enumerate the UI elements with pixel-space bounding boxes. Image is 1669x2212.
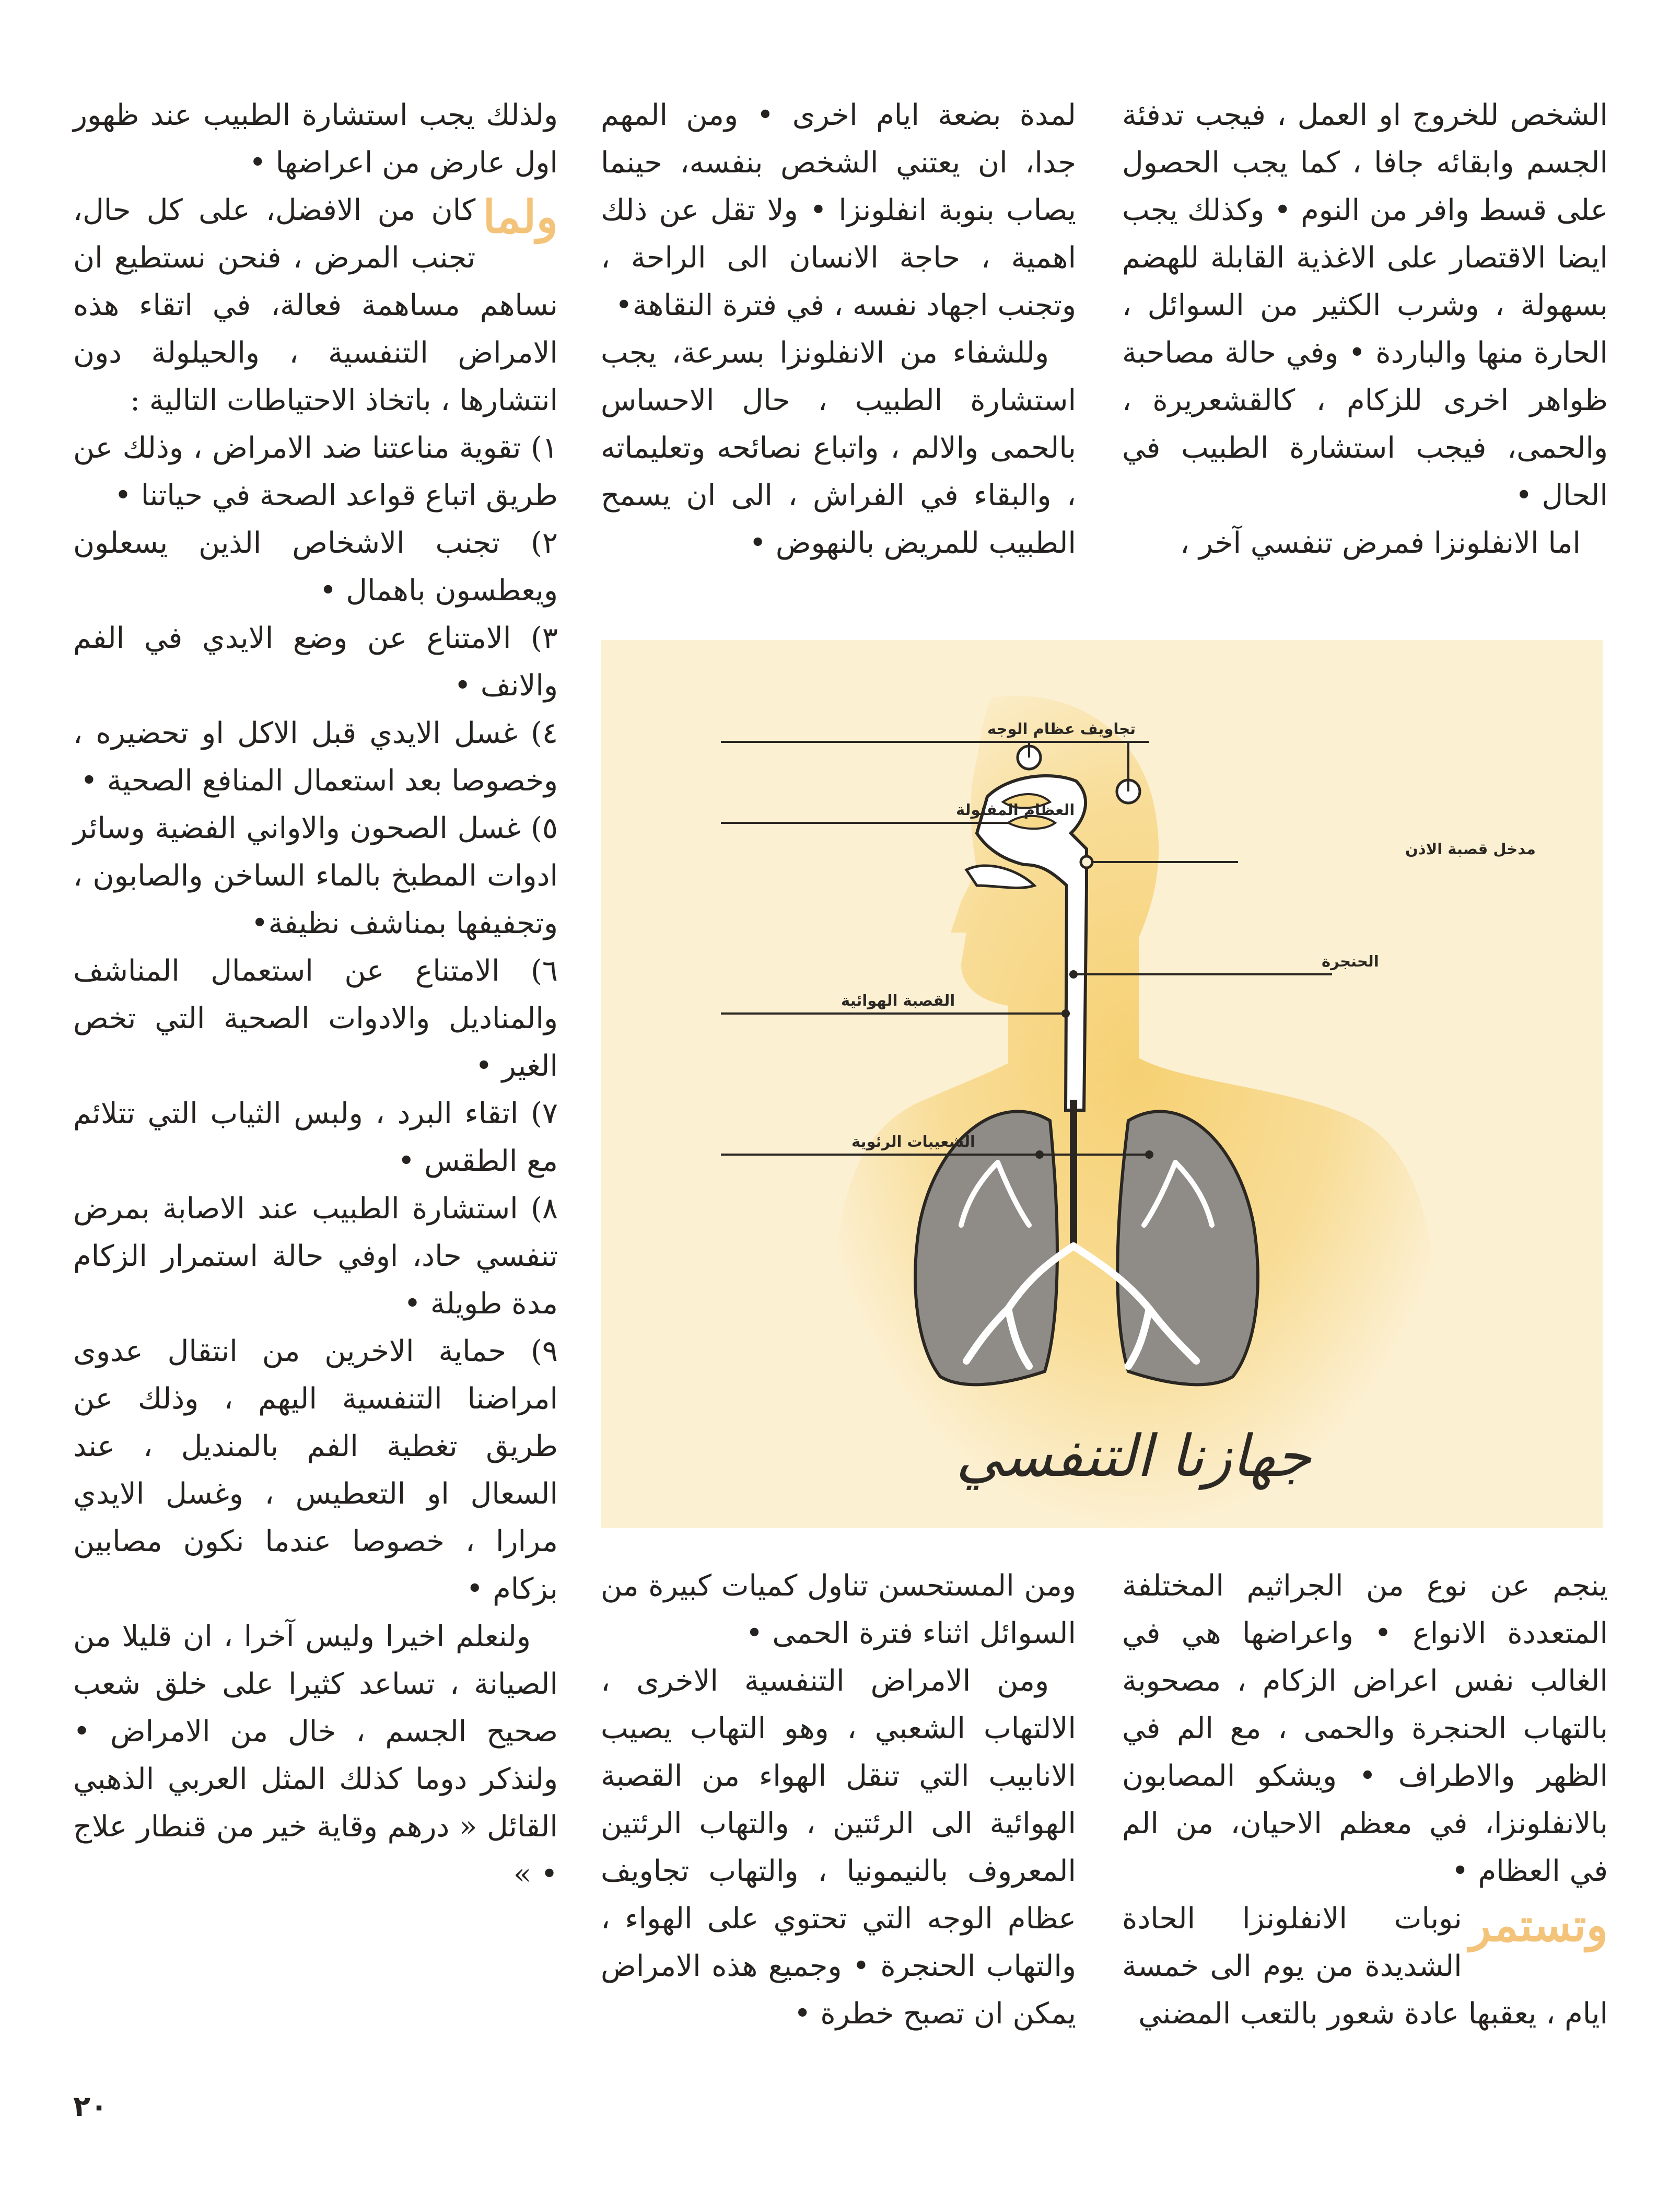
list-item: ١) تقوية مناعتنا ضد الامراض ، وذلك عن طريق اتباع قواعد الصحة في حياتنا • — [73, 431, 558, 513]
dropcap: وتستمر — [1469, 1899, 1608, 1952]
body-silhouette — [836, 696, 1437, 1528]
paragraph: ومن الامراض التنفسية الاخرى ، الالتهاب الشعبي ، وهو التهاب يصيب الانابيب التي تنقل الهواء من القصبة الهوائية الى الرئتين ، والتهاب الرئتين المعروف بالنيمونيا ، والتهاب تجاويف عظام الوجه التي تحتوي على الهواء ، والتهاب الحنجرة • وجميع هذه الامراض يمكن ان تصبح خطرة • — [601, 1664, 1076, 2031]
paragraph-with-dropcap — [1122, 1895, 1608, 2038]
list-item: ٤) غسل الايدي قبل الاكل او تحضيره ، وخصوصا بعد استعمال المنافع الصحية • — [73, 716, 558, 798]
eustachian-dot — [1081, 856, 1092, 868]
list-item: ٥) غسل الصحون والاواني الفضية وسائر ادوات المطبخ بالماء الساخن والصابون ، وتجفيفها بمناشف نظيفة• — [73, 811, 558, 940]
label-trachea: القصبة الهوائية — [841, 992, 955, 1009]
paragraph: ومن المستحسن تناول كميات كبيرة من السوائل اثناء فترة الحمى • — [601, 1569, 1076, 1650]
list-item: ٢) تجنب الاشخاص الذين يسعلون ويعطسون باهمال • — [73, 526, 558, 608]
list-item: ٩) حماية الاخرين من انتقال عدوى امراضنا التنفسية اليهم ، وذلك عن طريق تغطية الفم بالمنديل ، عند السعال او التعطيس ، وغسل الايدي مرارا ، خصوصا عندما نكون مصابين بزكام • — [73, 1334, 558, 1606]
paragraph: ولذلك يجب استشارة الطبيب عند ظهور اول عارض من اعراضها • — [73, 98, 558, 180]
text-column-bottom-middle — [601, 1562, 1076, 2038]
bronchi-dot-right — [1145, 1150, 1153, 1159]
label-eustachian-tube: مدخل قصبة الاذن — [1405, 840, 1536, 858]
text-column-bottom-right — [1122, 1562, 1608, 2038]
label-larynx: الحنجرة — [1322, 952, 1379, 970]
label-bronchi: الشعيبات الرئوية — [851, 1133, 975, 1150]
list-item: ٧) اتقاء البرد ، ولبس الثياب التي تتلائم مع الطقس • — [73, 1097, 558, 1178]
respiratory-diagram — [601, 640, 1603, 1528]
paragraph: اما الانفلونزا فمرض تنفسي آخر ، — [1180, 526, 1581, 560]
paragraph: ولنعلم اخيرا وليس آخرا ، ان قليلا من الصيانة ، تساعد كثيرا على خلق شعب صحيح الجسم ، خال من الامراض • ولنذكر دوما كذلك المثل العربي الذهبي القائل « درهم وقاية خير من قنطار علاج • » — [73, 1620, 558, 1891]
paragraph-text: نوبات الانفلونزا الحادة الشديدة من يوم الى خمسة ايام ، يعقبها عادة شعور بالتعب المضني — [1122, 1902, 1608, 2031]
paragraph: الشخص للخروج او العمل ، فيجب تدفئة الجسم وابقائه جافا ، كما يجب الحصول على قسط وافر من النوم • وكذلك يجب ايضا الاقتصار على الاغذية القابلة للهضم بسهولة ، وشرب الكثير من السوائل ، الحارة منها والباردة • وفي حالة مصاحبة ظواهر اخرى للزكام ، كالقشعريرة ، والحمى، فيجب استشارة الطبيب في الحال • — [1122, 98, 1608, 513]
dropcap: ولما — [483, 191, 558, 243]
label-sinuses: تجاويف عظام الوجه — [987, 720, 1136, 738]
list-item: ٣) الامتناع عن وضع الايدي في الفم والانف • — [73, 621, 558, 703]
respiratory-system-figure — [601, 640, 1603, 1528]
label-turbinates: العظام المفتولة — [956, 801, 1075, 819]
list-item: ٦) الامتناع عن استعمال المناشف والمناديل والادوات الصحية التي تخص الغير • — [73, 954, 558, 1083]
paragraph: ينجم عن نوع من الجراثيم المختلفة المتعددة الانواع • واعراضها هي في الغالب نفس اعراض الزكام ، مصحوبة بالتهاب الحنجرة والحمى ، مع الم في الظهر والاطراف • ويشكو المصابون بالانفلونزا، في معظم الاحيان، من الم في العظام • — [1122, 1569, 1608, 1888]
paragraph: وللشفاء من الانفلونزا بسرعة، يجب استشارة الطبيب ، حال الاحساس بالحمى والالم ، واتباع نصائحه وتعليماته ، والبقاء في الفراش ، الى ان يسمح الطبيب للمريض بالنهوض • — [601, 336, 1076, 560]
larynx-dot — [1069, 970, 1078, 979]
figure-caption: جهازنا التنفسي — [955, 1423, 1312, 1489]
bronchi-dot-left — [1035, 1150, 1044, 1159]
paragraph-with-dropcap — [73, 187, 558, 424]
text-column-left — [73, 91, 558, 1898]
page-number: ٢٠ — [73, 2090, 108, 2123]
text-column-top-middle — [601, 91, 1076, 567]
paragraph-text: كان من الافضل، على كل حال، تجنب المرض ، فنحن نستطيع ان نساهم مساهمة فعالة، في اتقاء هذه الامراض التنفسية ، والحيلولة دون انتشارها ، باتخاذ الاحتياطات التالية : — [73, 193, 558, 417]
trachea-dot — [1061, 1009, 1070, 1018]
text-column-top-right — [1122, 91, 1608, 567]
list-item: ٨) استشارة الطبيب عند الاصابة بمرض تنفسي حاد، اوفي حالة استمرار الزكام مدة طويلة • — [73, 1192, 558, 1321]
paragraph: لمدة بضعة ايام اخرى • ومن المهم جدا، ان يعتني الشخص بنفسه، حينما يصاب بنوبة انفلونزا • ولا تقل عن ذلك اهمية ، حاجة الانسان الى الراحة ، وتجنب اجهاد نفسه ، في فترة النقاهة• — [601, 98, 1076, 322]
